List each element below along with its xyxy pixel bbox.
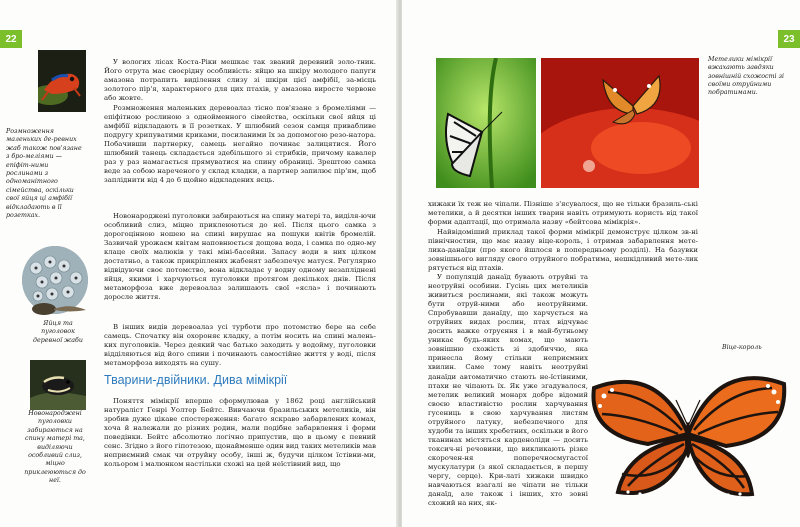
right-paragraph-3: У популяцій данаїд бувають отруйні та неотруйні особини. Гусінь цих метеликів живиться рослинами, які також можуть бути отруй-ними або неотруйними. Спробувавши данаїду, що харчується на отруйних видах рослин, птах відчуває досить важке отруєння і в май-бутньому уникає будь-яких комах, що мають зовнішню схожість зі здобиччю, яка принесла йому стільки неприємних хвилин. Саме тому навіть неотруйні данаїди автоматично стають не-їстівними, птахи не чіпають їх. Як уже згадувалося, метелик великий монарх добре відомий своєю властивістю рослин харчування гусениць в свою харчування листям отруйного латуку, небезпечного для худоби та інших хребетних, оскільки в його тканинах містяться карденоліди — досить токсич-ні речовини, що викликають різке скорочен-ня поперечносмугастої мускулатури (з якої складається, в першу чергу, серце). Кри-латі хижаки швидко навчаються взагалі не чіпати не тільки данаїд, але також і інших, хто зовні схожий на них, як- [428, 273, 588, 508]
frog-caption: Розмноження маленьких де-ревних жаб також пов'язане з бро-меліями — епіфіт-ними рослинами з одноманітного сімейства, оскільки свої яйця ці амфібії відкладають в її розетках. [6, 128, 82, 220]
eggs-caption: Яйця та пуголовок деревної жаби [33, 320, 83, 344]
dendrobates-photo [30, 360, 86, 410]
tadpole-photo [24, 300, 88, 318]
section-paragraph: Поняття мімікрії вперше сформулював у 1862 році англійський натураліст Генрі Уолтер Бейтс. Вивчаючи бразильських метеликів, він зробив дуже цікаве спостереження: багато яскраво забарвлених комах, хоча й належали до різних родин, мали подібне забарвлення і форми поведінки. Бейтс абсолютно логічно припустив, що в цьому є певний сенс. Згідно з його гіпотезою, щонайменше один вид таких метеликів мав неприємний смак чи отруйну особу, інші ж, будучи цілком їстівни-ми, кольором і малюнком настільки схожі на цей неїстівний вид, що [104, 397, 376, 469]
poison-caption: Новонароджені пуголовки забираються на спину матері та, виділяючи особливий слиз, міцно приклеюються до неї. [24, 410, 86, 485]
right-paragraph-1: хижаки їх теж не чіпали. Пізніше з'ясувалося, що не тільки бразиль-ські метелики, а й десятки інших тварин навіть отримують користь від такої форми адаптації, що отримала назву «бейтсова мімікрія». [428, 200, 698, 227]
page-number-right: 23 [778, 30, 800, 48]
paragraph-3: Новонароджені пуголовки забираються на спину матері та, виділя-ючи особливий слиз, міцно приклеюються до неї. Після цього самка з дорогоцінною ношею на спині вирушає на пошуки квітів бромелій. Зазвичай урожаєм квітам наповнюється дощова вода, і самка по одно-му клаце своїх малюків у такі міні-басейни. Запасу води в них цілком достатньо, а також прикріплених жабенят забезпечує матуся. Регулярно відвідуючи своє потомство, вона відкладає у водну одному незапліднені яйця, якими і харчуються пуголовки протягом декількох днів. Після метаморфоза вже деревоалаз залишають свої «ясла» і починають доросле життя. [104, 212, 376, 302]
left-page [0, 0, 398, 527]
page-number-left: 22 [0, 30, 22, 48]
paragraph-1: У вологих лісах Коста-Ріки мешкає так званий деревний золо-тник. Його отрута має своєрідну особливість: яйцю на шкіру молодого папуги амазона потрапить виділення слизу зі шкіри цієї амфібії, за-місць золотого пір'я, характерного для цих птахів, у амазона виросте червоне або жовте. [104, 58, 376, 103]
frog-photo [38, 50, 86, 112]
right-paragraph-2: Найвідоміший приклад такої форми мімікрії демонструє цілком зв-ні північностин, що має назву віце-король, і отримав забарвлення мете-лика-данаїди (про якого йшлося в попередньому розділі). На базувки зовнішнього вигляду свого отруйного побратима, нешкідливий мете-лик рятується від птахів. [428, 228, 698, 273]
butterfly-photo-1 [436, 58, 536, 188]
paragraph-4: В інших видів деревоалаз усі турботи про потомство бере на себе самець. Спочатку він охороняє кладку, а потім носить на спині малень-ких пуголовків. Через деякий час батько заходить у водойму, пуголовки відділяються від його спини і починають самостійне життя у воді, після метаморфоза виходять на сушу. [104, 323, 376, 368]
paragraph-2: Розмноження маленьких деревоалаз тісно пов'язане з бромеліями — епіфітною рослиною з однойменного сімейства, оскільки свої яйця ці амфібії відкладають в її розетках. У шлюбний сезон самця привабливе подругу хрипуватими криками, посиланими їх за допомогою резо-натора. Побачивши партнерку, самець негайно починає залицятися. Його шлюбний танець складається здебільшого зі стрибків, причому кавалер раз у раз намагається прямуватися на спину обраниці. Зрештою самка веде за собою нареченого у склад кладки, а партнер запилює пір'ям, щоб запліднити від 4 до 6 щойно відкладених яєць. [104, 104, 376, 185]
section-heading: Тварини-двійники. Дива мімікрії [104, 373, 288, 387]
butterfly-caption: Метелики мімікрії вжахають завдяки зовнішній схожості зі своїми отруйними побратимами. [708, 56, 785, 97]
butterfly-photo-2 [541, 58, 699, 188]
viceroy-butterfly-image [588, 356, 788, 506]
vice-caption: Віце-король [722, 344, 762, 351]
